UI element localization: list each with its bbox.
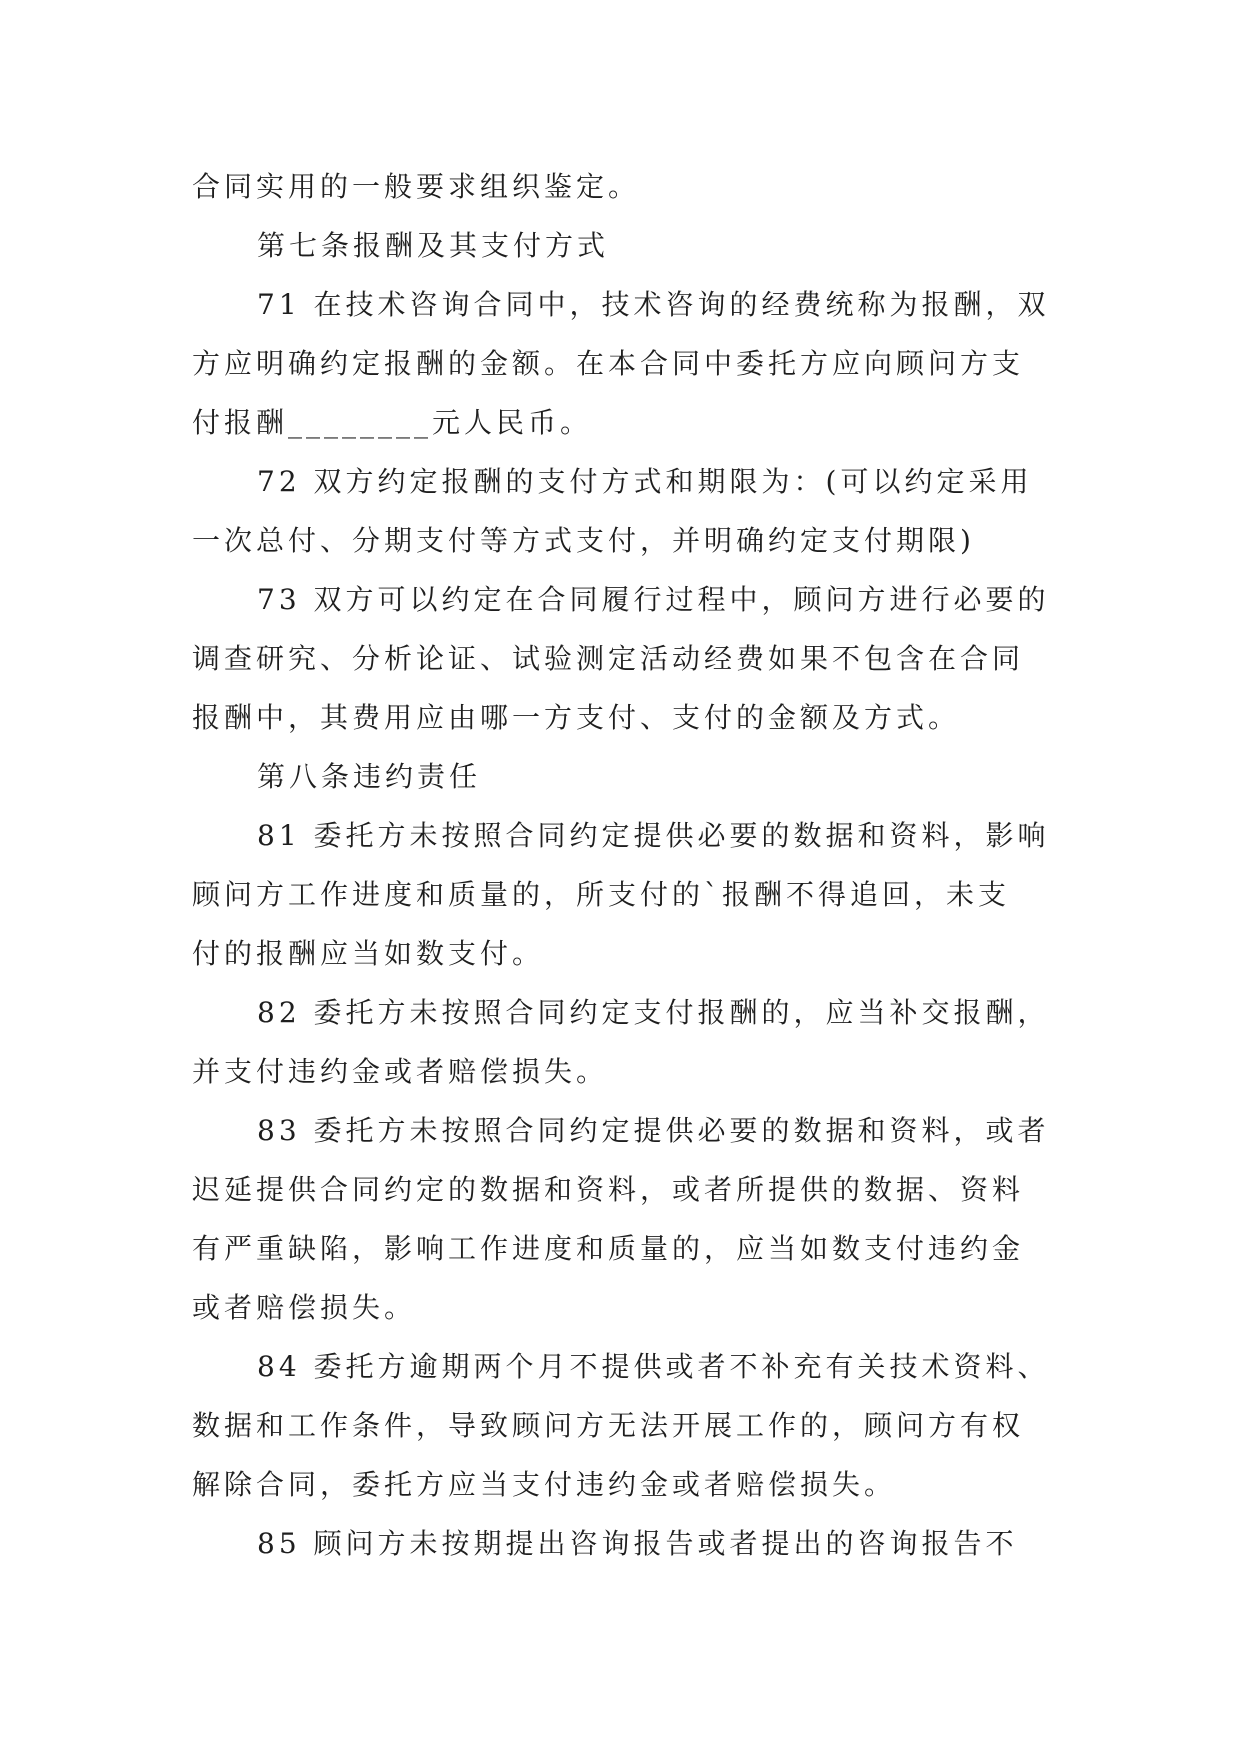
clause-8-3 <box>192 1101 1092 1337</box>
text-line: 付报酬________元人民币。 <box>192 406 593 439</box>
clause-7-2 <box>192 452 1092 570</box>
paragraph-continuation <box>192 157 1092 216</box>
text-line: 71 在技术咨询合同中，技术咨询的经费统称为报酬，双 <box>257 288 1050 321</box>
clause-8-2 <box>192 983 1092 1101</box>
text-line: 数据和工作条件，导致顾问方无法开展工作的，顾问方有权 <box>192 1409 1025 1442</box>
text-line: 73 双方可以约定在合同履行过程中，顾问方进行必要的 <box>257 583 1050 616</box>
text-line: 81 委托方未按照合同约定提供必要的数据和资料，影响 <box>257 819 1050 852</box>
text-line: 84 委托方逾期两个月不提供或者不补充有关技术资料、 <box>257 1350 1050 1383</box>
text-line: 并支付违约金或者赔偿损失。 <box>192 1055 609 1088</box>
section-heading: 第八条违约责任 <box>257 760 482 793</box>
section-heading: 第七条报酬及其支付方式 <box>257 229 610 262</box>
clause-8-4 <box>192 1337 1092 1514</box>
text-line: 或者赔偿损失。 <box>192 1291 417 1324</box>
text-line: 调查研究、分析论证、试验测定活动经费如果不包含在合同 <box>192 642 1025 675</box>
text-line: 有严重缺陷，影响工作进度和质量的，应当如数支付违约金 <box>192 1232 1025 1265</box>
article-8-heading <box>192 747 1092 806</box>
text-line: 85 顾问方未按期提出咨询报告或者提出的咨询报告不 <box>257 1527 1018 1560</box>
article-7-heading <box>192 216 1092 275</box>
document-body <box>192 157 1092 1573</box>
text-line: 迟延提供合同约定的数据和资料，或者所提供的数据、资料 <box>192 1173 1025 1206</box>
clause-8-5 <box>192 1514 1092 1573</box>
text-line: 72 双方约定报酬的支付方式和期限为：(可以约定采用 <box>257 465 1033 498</box>
text-line: 报酬中，其费用应由哪一方支付、支付的金额及方式。 <box>192 701 961 734</box>
text-line: 83 委托方未按照合同约定提供必要的数据和资料，或者 <box>257 1114 1050 1147</box>
clause-8-1 <box>192 806 1092 983</box>
text-line: 顾问方工作进度和质量的，所支付的`报酬不得追回，未支 <box>192 878 1011 911</box>
text-line: 一次总付、分期支付等方式支付，并明确约定支付期限) <box>192 524 975 557</box>
clause-7-1 <box>192 275 1092 452</box>
text-line: 解除合同，委托方应当支付违约金或者赔偿损失。 <box>192 1468 897 1501</box>
text-line: 方应明确约定报酬的金额。在本合同中委托方应向顾问方支 <box>192 347 1025 380</box>
text-line: 付的报酬应当如数支付。 <box>192 937 545 970</box>
text-line: 合同实用的一般要求组织鉴定。 <box>192 170 641 203</box>
clause-7-3 <box>192 570 1092 747</box>
text-line: 82 委托方未按照合同约定支付报酬的，应当补交报酬， <box>257 996 1050 1029</box>
